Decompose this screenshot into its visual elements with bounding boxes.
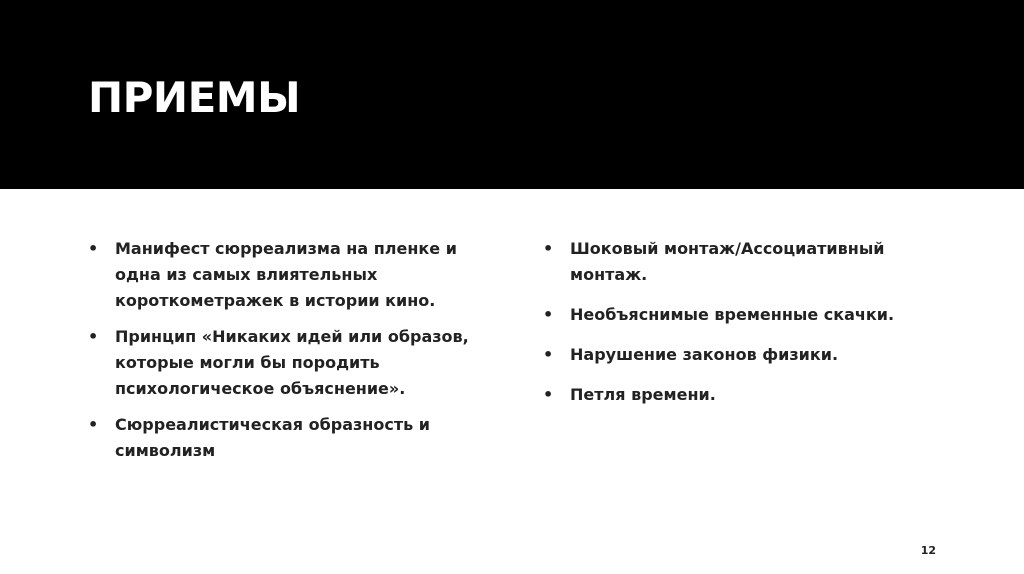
bullet-text: Шоковый монтаж/Ассоциативный монтаж. bbox=[570, 239, 885, 284]
bullet-icon: • bbox=[88, 327, 99, 346]
bullet-item bbox=[543, 382, 943, 408]
bullet-item bbox=[88, 236, 498, 314]
bullet-icon: • bbox=[543, 345, 554, 364]
bullet-icon: • bbox=[88, 415, 99, 434]
right-bullet-list bbox=[543, 236, 943, 422]
bullet-item bbox=[88, 324, 498, 402]
bullet-item bbox=[543, 302, 943, 328]
bullet-icon: • bbox=[543, 305, 554, 324]
bullet-item bbox=[543, 342, 943, 368]
slide-title: ПРИЕМЫ bbox=[88, 73, 301, 122]
bullet-text: Принцип «Никаких идей или образов, которые могли бы породить психологическое объяснение». bbox=[115, 327, 469, 398]
bullet-text: Сюрреалистическая образность и символизм bbox=[115, 415, 430, 460]
bullet-text: Нарушение законов физики. bbox=[570, 345, 839, 364]
left-bullet-list bbox=[88, 236, 498, 474]
bullet-icon: • bbox=[543, 385, 554, 404]
bullet-text: Необъяснимые временные скачки. bbox=[570, 305, 895, 324]
bullet-icon: • bbox=[543, 239, 554, 258]
bullet-icon: • bbox=[88, 239, 99, 258]
title-band bbox=[0, 0, 1024, 189]
bullet-text: Манифест сюрреализма на пленке и одна из самых влиятельных короткометражек в истории кино. bbox=[115, 239, 457, 310]
bullet-item bbox=[543, 236, 943, 288]
bullet-item bbox=[88, 412, 498, 464]
page-number: 12 bbox=[920, 544, 936, 557]
bullet-text: Петля времени. bbox=[570, 385, 716, 404]
